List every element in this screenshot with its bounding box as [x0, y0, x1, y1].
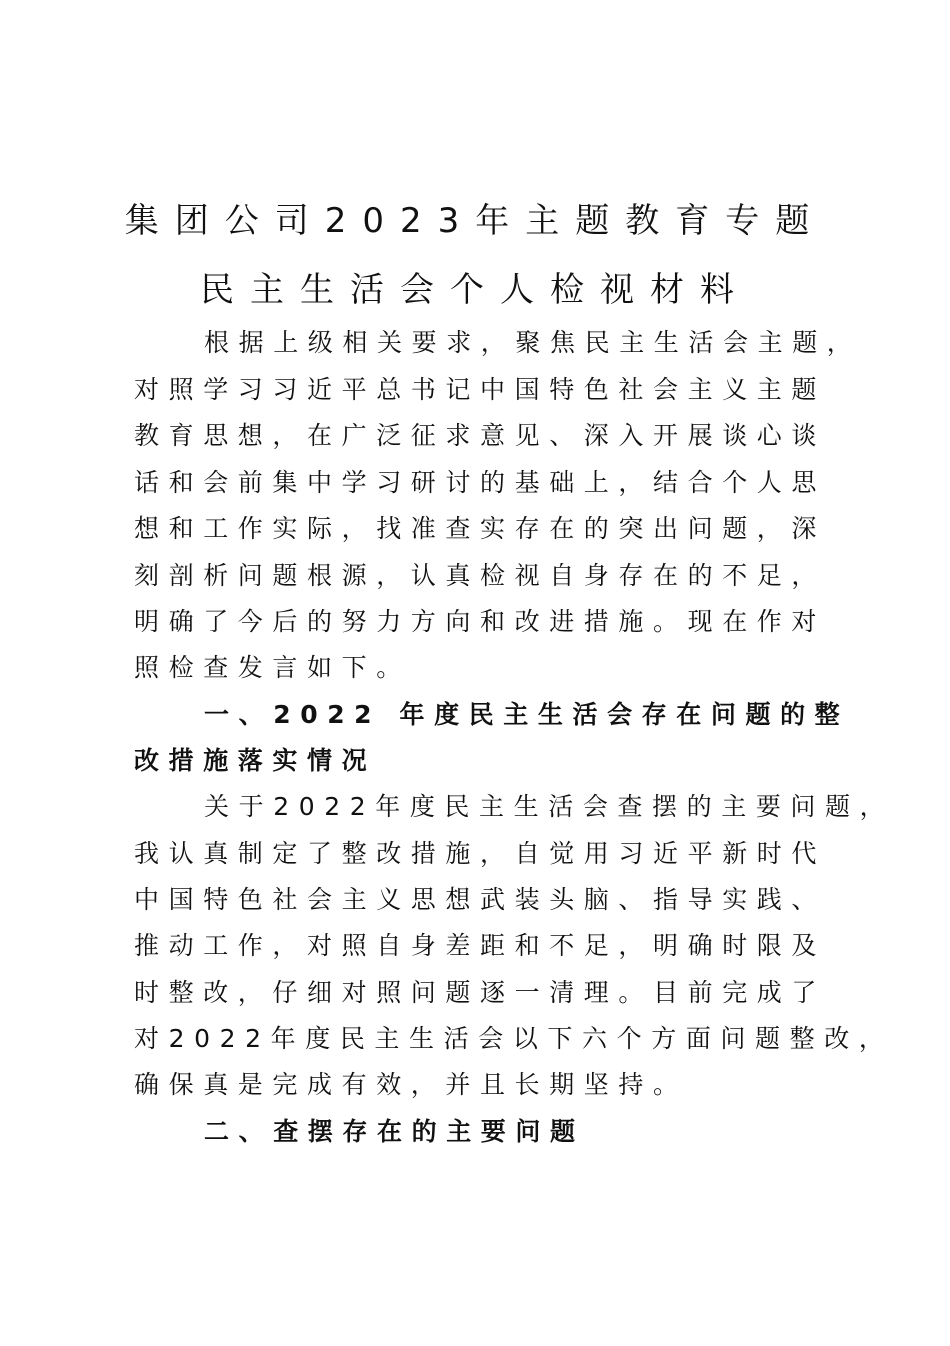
section-1-heading-line-2: 改措施落实情况 — [134, 746, 377, 775]
section-2-heading: 二、查摆存在的主要问题 — [204, 1117, 585, 1146]
intro-paragraph-line: 教育思想，在广泛征求意见、深入开展谈心谈 — [134, 421, 827, 450]
intro-paragraph-line: 照检查发言如下。 — [134, 653, 411, 682]
intro-paragraph-line: 根据上级相关要求，聚焦民主生活会主题， — [204, 328, 862, 357]
intro-paragraph-line: 想和工作实际，找准查实存在的突出问题，深 — [134, 514, 827, 543]
document-title-line-1: 集团公司2023年主题教育专题 — [124, 201, 826, 241]
section-1-body-line: 对2022年度民主生活会以下六个方面问题整改， — [134, 1024, 894, 1053]
intro-paragraph-line: 刻剖析问题根源，认真检视自身存在的不足， — [134, 561, 827, 590]
section-1-heading-line-1: 一、2022 年度民主生活会存在问题的整 — [204, 700, 850, 729]
intro-paragraph-line: 对照学习习近平总书记中国特色社会主义主题 — [134, 375, 827, 404]
section-1-body-line: 时整改，仔细对照问题逐一清理。目前完成了 — [134, 978, 827, 1007]
document-title-line-2: 民主生活会个人检视材料 — [200, 270, 750, 310]
section-1-body-line: 确保真是完成有效，并且长期坚持。 — [134, 1070, 688, 1099]
section-1-body-line: 我认真制定了整改措施，自觉用习近平新时代 — [134, 839, 827, 868]
intro-paragraph-line: 话和会前集中学习研讨的基础上，结合个人思 — [134, 468, 827, 497]
intro-paragraph-line: 明确了今后的努力方向和改进措施。现在作对 — [134, 607, 827, 636]
section-1-body-line: 关于2022年度民主生活会查摆的主要问题， — [204, 792, 895, 821]
section-1-body-line: 中国特色社会主义思想武装头脑、指导实践、 — [134, 885, 827, 914]
section-1-body-line: 推动工作，对照自身差距和不足，明确时限及 — [134, 931, 827, 960]
